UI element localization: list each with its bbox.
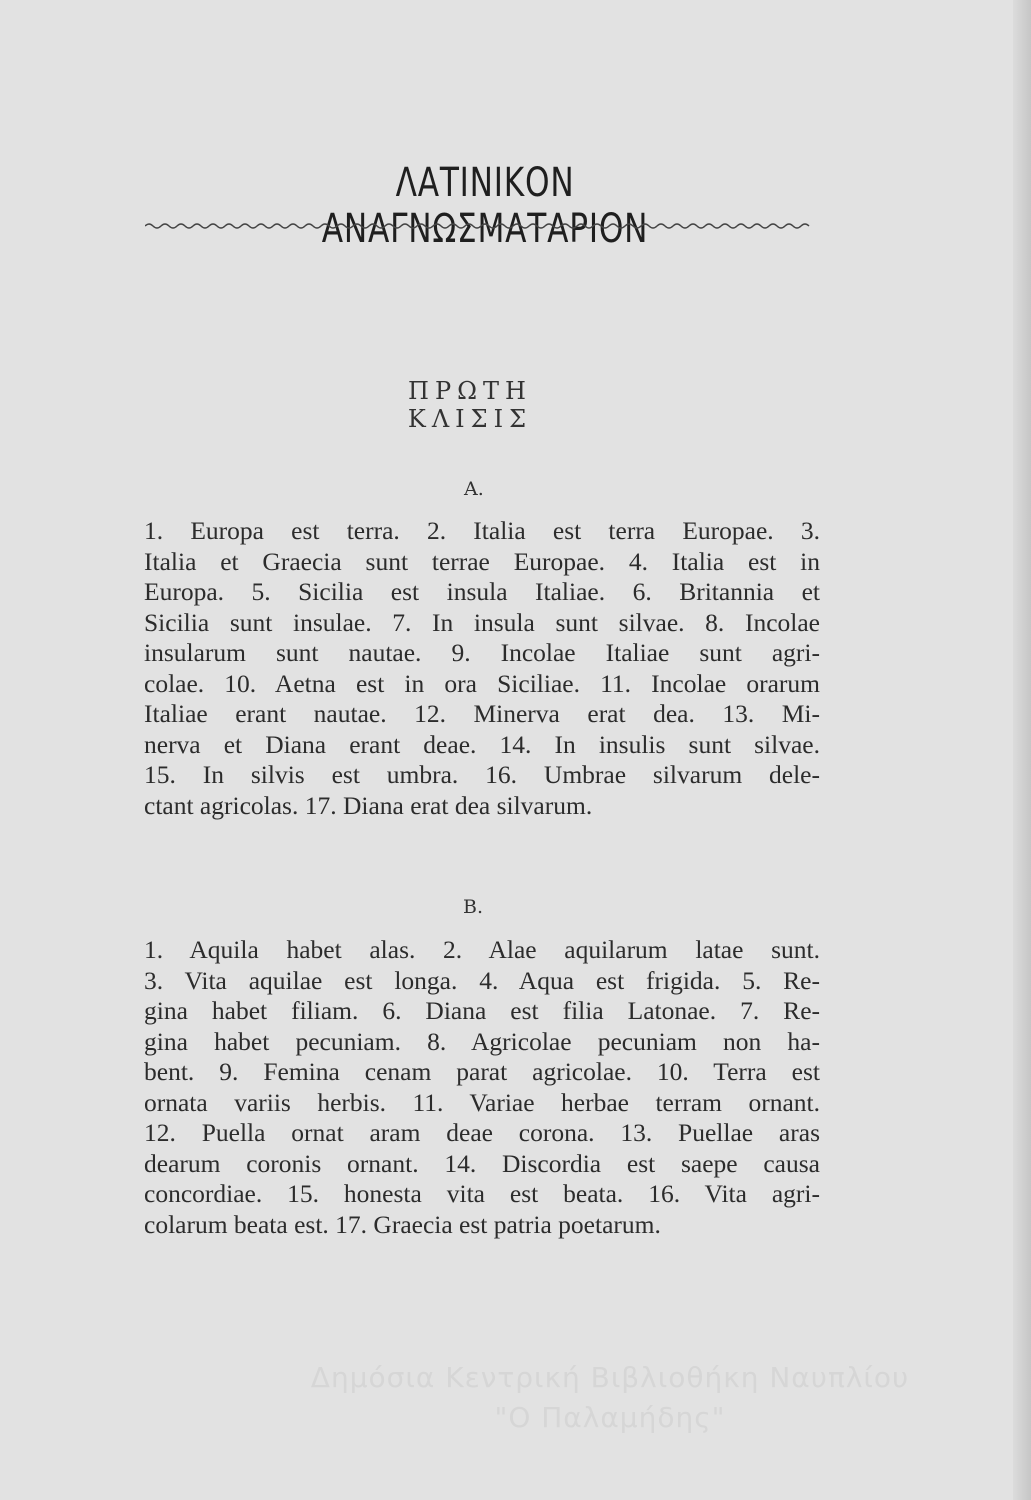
chapter-title: ΠΡΩΤΗ ΚΛΙΣΙΣ: [407, 377, 533, 433]
text-line: Sicilia sunt insulae. 7. In insula sunt silvae. 8. Incolae: [144, 607, 820, 637]
text-line: 3. Vita aquilae est longa. 4. Aqua est frigida. 5. Re-: [144, 965, 820, 995]
watermark-line-1: Δημόσια Κεντρική Βιβλιοθήκη Ναυπλίου: [310, 1361, 910, 1394]
page-edge-shadow: [1013, 0, 1031, 1500]
text-line: insularum sunt nautae. 9. Incolae Italiae sunt agri-: [144, 638, 820, 667]
text-line: gina habet pecuniam. 8. Agricolae pecuniam non ha-: [144, 1026, 820, 1056]
watermark-line-2: "Ο Παλαμήδης": [494, 1401, 726, 1434]
section-mark-a: A.: [464, 478, 484, 500]
text-line: Italiae erant nautae. 12. Minerva erat dea. 13. Mi-: [144, 699, 820, 728]
text-line: dearum coronis ornant. 14. Discordia est saepe causa: [144, 1148, 820, 1178]
text-line: concordiae. 15. honesta vita est beata. 16. Vita agri-: [144, 1179, 820, 1208]
text-line: colae. 10. Aetna est in ora Siciliae. 11. Incolae orarum: [144, 668, 820, 698]
text-line: 15. In silvis est umbra. 16. Umbrae silvarum dele-: [144, 760, 820, 789]
text-line: ornata variis herbis. 11. Variae herbae terram ornant.: [144, 1087, 820, 1117]
text-line: ctant agricolas. 17. Diana erat dea silvarum.: [144, 790, 593, 820]
text-line: 12. Puella ornat aram deae corona. 13. Puellae aras: [144, 1118, 820, 1147]
text-line: bent. 9. Femina cenam parat agricolae. 10. Terra est: [144, 1057, 820, 1086]
text-line: Italia et Graecia sunt terrae Europae. 4. Italia est in: [144, 546, 820, 576]
text-line: Europa. 5. Sicilia est insula Italiae. 6. Britannia et: [144, 577, 820, 606]
text-line: nerva et Diana erant deae. 14. In insulis sunt silvae.: [144, 729, 820, 759]
section-a-text: [144, 516, 820, 821]
section-mark-b: B.: [463, 896, 484, 918]
wavy-title-rule: [145, 222, 810, 230]
library-watermark: [230, 1358, 990, 1438]
text-line: colarum beata est. 17. Graecia est patria poetarum.: [144, 1209, 661, 1239]
section-b-text: [144, 935, 820, 1240]
text-line: 1. Europa est terra. 2. Italia est terra Europae. 3.: [144, 516, 820, 545]
text-line: gina habet filiam. 6. Diana est filia Latonae. 7. Re-: [144, 996, 820, 1025]
text-line: 1. Aquila habet alas. 2. Alae aquilarum latae sunt.: [144, 935, 820, 964]
page-title: ΛΑΤΙΝΙΚΟΝ ΑΝΑΓΝΩΣΜΑΤΑΡΙΟΝ: [321, 160, 649, 252]
